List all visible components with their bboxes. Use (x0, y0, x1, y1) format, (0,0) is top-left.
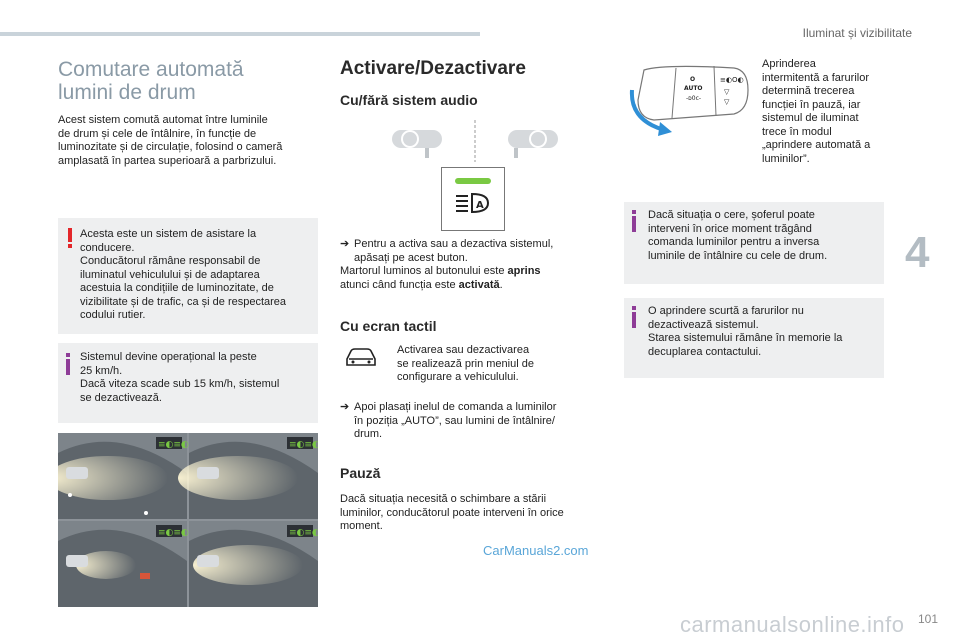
info-icon (631, 306, 637, 328)
svg-text:AUTO: AUTO (684, 85, 703, 92)
warning-icon (67, 228, 73, 248)
warning-text: Acesta este un sistem de asistare la conducere. Conducătorul rămâne responsabil de iluminatul vehiculului și de adaptarea acestuia la condițiile de luminozitate, de vizibilitate și de trafic, ca și de respectarea codului rutier. (80, 228, 287, 321)
info-text-override: Dacă situația o cere, șoferul poate interveni în orice moment trăgând comanda luminilor pentru a inversa luminile de întâlnire cu cele de drum. (648, 209, 828, 262)
info-box-memory (624, 298, 884, 378)
traffic-illustration (58, 433, 318, 607)
svg-text:≡◐O◐: ≡◐O◐ (720, 76, 744, 84)
info-text-memory: O aprindere scurtă a farurilor nu dezactivează sistemul. Starea sistemului rămâne în memorie la decuplarea contactului. (648, 305, 843, 358)
page-title: Comutare automată lumini de drum (58, 58, 244, 104)
chapter-number: 4 (905, 228, 930, 277)
subheading-touchscreen: Cu ecran tactil (340, 318, 437, 334)
info-icon (631, 210, 637, 232)
svg-text:O: O (690, 76, 696, 83)
auto-high-beam-button[interactable] (441, 167, 505, 231)
stalk-description: Aprinderea intermitentă a farurilor determină trecerea funcției în pauză, iar sistemul de iluminat trece în modul „aprindere automată a luminilor”. (762, 58, 871, 165)
info-box-speed (58, 343, 318, 423)
pause-text: Dacă situația necesită o schimbare a stării luminilor, conducătorul poate interveni în orice moment. (340, 493, 564, 532)
svg-text:▽: ▽ (724, 98, 730, 106)
watermark-carmanuals2: CarManuals2.com (483, 543, 589, 558)
section-title: Iluminat și vizibilitate (802, 26, 912, 40)
section-heading-activation: Activare/Dezactivare (340, 58, 526, 79)
arrow-bullet-icon: ➔ (340, 238, 350, 250)
subheading-audio: Cu/fără sistem audio (340, 92, 478, 108)
lighting-stalk-illustration (624, 60, 756, 140)
info-text-speed: Sistemul devine operațional la peste 25 km/h. Dacă viteza scade sub 15 km/h, sistemul se dezactivează. (80, 351, 280, 404)
svg-text:≡◐≡◐: ≡◐≡◐ (158, 528, 189, 538)
steering-wheels-image (390, 120, 560, 162)
page-number: 101 (917, 612, 938, 626)
audio-bullet: ➔ Pentru a activa sau a dezactiva sistemul, apăsați pe acest buton. Martorul luminos al butonului este aprins atunci când funcția este activată. (340, 238, 554, 291)
warning-box (58, 218, 318, 334)
touchscreen-text: Activarea sau dezactivarea se realizează prin meniul de configurare a vehiculului. (397, 344, 534, 383)
svg-text:A: A (476, 200, 484, 211)
lighting-stalk-image (624, 60, 756, 140)
road-scenes-image (58, 433, 318, 607)
ring-bullet: ➔ Apoi plasați inelul de comanda a luminilor în poziția „AUTO”, sau lumini de întâlnire/ drum. (340, 401, 557, 440)
info-icon (65, 353, 71, 375)
arrow-bullet-icon: ➔ (340, 401, 350, 413)
svg-text:≡◐≡◐: ≡◐≡◐ (158, 440, 189, 450)
svg-text:-ᴅ0ᴄ-: -ᴅ0ᴄ- (686, 95, 702, 102)
subheading-pause: Pauză (340, 465, 381, 481)
auto-high-beam-icon (442, 168, 504, 230)
svg-text:≡◐≡◐: ≡◐≡◐ (289, 528, 318, 538)
watermark-carmanualsonline: carmanualsonline.info (680, 612, 905, 637)
info-box-override (624, 202, 884, 284)
svg-text:▽: ▽ (724, 88, 730, 96)
svg-text:≡◐≡◐: ≡◐≡◐ (289, 440, 318, 450)
car-settings-icon (344, 345, 378, 369)
intro-paragraph: Acest sistem comută automat între luminile de drum și cele de întâlnire, în funcție de luminozitate și de circulație, folosind o cameră amplasată în partea superioară a parbrizului. (58, 114, 283, 167)
steering-wheel-illustration (390, 120, 560, 162)
header-bar (0, 32, 480, 36)
